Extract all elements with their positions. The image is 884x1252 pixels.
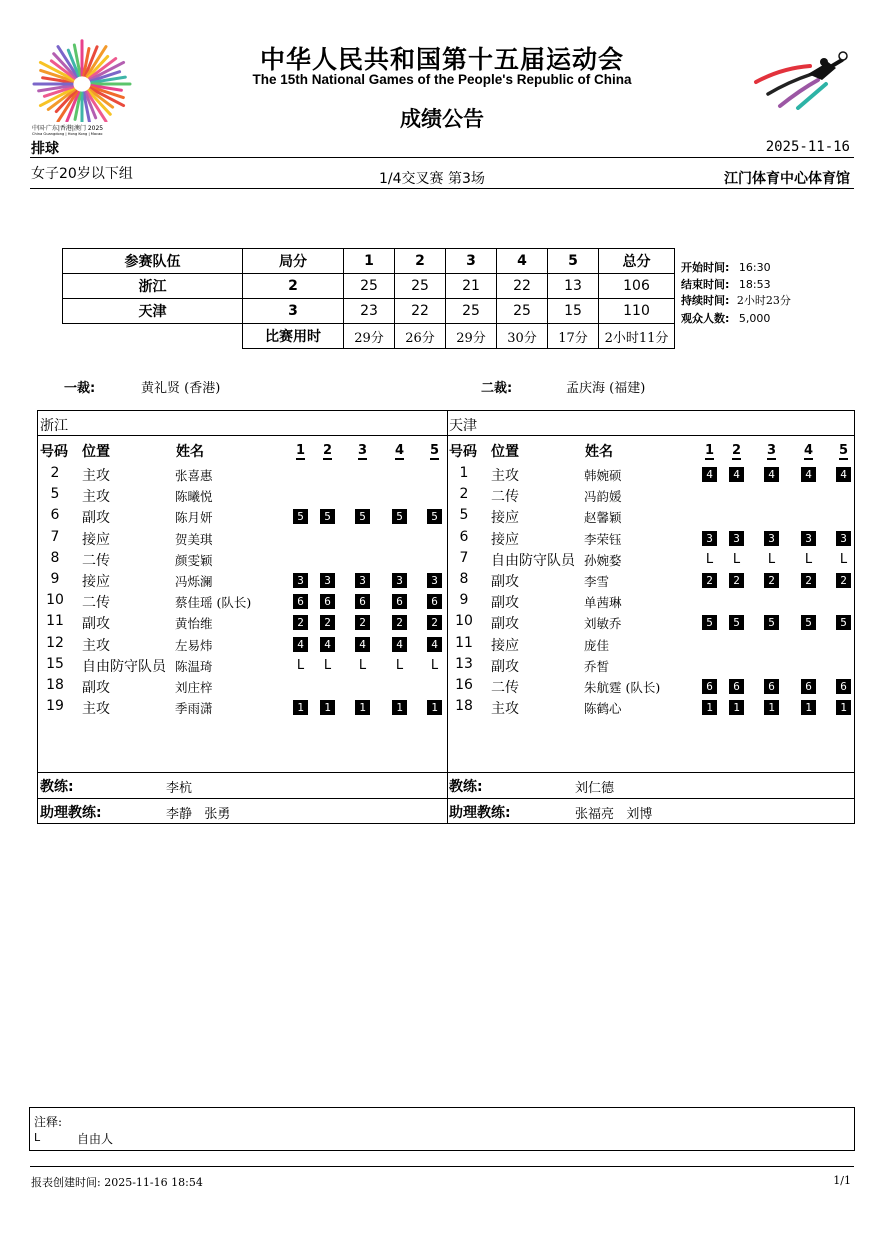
player-name: 张喜惠 (175, 468, 213, 483)
roster-col-set: 3 (767, 443, 777, 458)
set-duration: 29分 (344, 324, 395, 349)
assistant-coach-label: 助理教练: (449, 805, 511, 821)
rotation-position: 2 (729, 573, 744, 588)
rotation-position: 5 (836, 615, 851, 630)
player-position: 主攻 (82, 489, 110, 506)
rotation-position: 6 (801, 679, 816, 694)
roster-col-set: 4 (804, 443, 814, 458)
rotation-position: 5 (729, 615, 744, 630)
notes-box (29, 1107, 855, 1151)
rotation-position: 4 (836, 467, 851, 482)
start-time-value: 16:30 (738, 261, 771, 274)
rotation-position: 3 (836, 531, 851, 546)
player-position: 二传 (491, 680, 519, 696)
player-number: 1 (459, 465, 469, 481)
player-number: 12 (46, 634, 64, 651)
second-referee-label: 二裁: (481, 381, 513, 396)
libero-mark: L (705, 551, 714, 567)
rotation-position: 2 (801, 573, 816, 588)
col-set1: 1 (344, 249, 395, 274)
libero-mark: L (430, 657, 439, 673)
col-team: 参赛队伍 (63, 249, 243, 274)
rotation-position: 2 (293, 615, 308, 630)
audience-value: 5,000 (738, 312, 771, 325)
player-number: 16 (455, 677, 473, 693)
coach-name: 李杭 (166, 781, 193, 796)
player-position: 接应 (82, 574, 110, 590)
rotation-position: 4 (293, 637, 308, 652)
total-score: 106 (599, 274, 675, 299)
player-name: 冯烁澜 (175, 574, 213, 589)
set-duration: 29分 (446, 324, 497, 349)
col-set4: 4 (497, 249, 548, 274)
player-position: 副攻 (491, 595, 519, 612)
rotation-position: 6 (836, 679, 851, 694)
roster-col-set: 3 (358, 443, 368, 458)
set-score: 23 (344, 299, 395, 324)
total-score: 110 (599, 299, 675, 324)
player-name: 单茜琳 (584, 595, 622, 611)
roster-col-name: 姓名 (585, 444, 613, 460)
rotation-position: 3 (427, 573, 442, 588)
rotation-position: 1 (836, 700, 851, 715)
player-position: 副攻 (82, 680, 110, 696)
rotation-position: 4 (392, 637, 407, 652)
player-position: 自由防守队员 (82, 658, 166, 675)
libero-mark: L (323, 657, 332, 673)
player-number: 2 (50, 465, 60, 481)
player-number: 10 (46, 592, 64, 609)
rotation-position: 5 (702, 615, 717, 630)
libero-mark: L (296, 657, 305, 673)
rotation-position: 2 (427, 615, 442, 630)
set-score: 25 (344, 274, 395, 299)
end-time (681, 276, 771, 292)
player-position: 二传 (82, 595, 110, 612)
rotation-position: 6 (293, 594, 308, 609)
page-number: 1/1 (833, 1174, 851, 1187)
player-number: 18 (455, 698, 473, 715)
roster-col-set: 5 (430, 443, 440, 458)
rotation-position: 1 (293, 700, 308, 715)
player-position: 自由防守队员 (491, 552, 575, 569)
games-title-cn: 中华人民共和国第十五届运动会 (259, 45, 624, 74)
libero-mark: L (839, 551, 848, 567)
notes-value: 自由人 (77, 1132, 114, 1146)
libero-mark: L (767, 551, 776, 567)
roster-col-set: 1 (705, 443, 715, 458)
end-time-label: 结束时间: (681, 278, 730, 291)
roster-col-num: 号码 (449, 444, 477, 460)
roster-col-set: 2 (732, 443, 742, 458)
player-name: 李荣钰 (584, 531, 622, 547)
player-number: 6 (459, 528, 469, 545)
empty-cell (63, 324, 243, 349)
rotation-position: 3 (801, 531, 816, 546)
assistant-coach-name: 李静 张勇 (166, 807, 231, 822)
roster-col-pos: 位置 (82, 444, 110, 460)
first-referee: 黄礼贤 (香港) (141, 381, 221, 396)
player-number: 6 (50, 507, 60, 524)
player-name: 季雨潇 (175, 701, 213, 717)
start-time (681, 259, 771, 275)
rotation-position: 3 (764, 531, 779, 546)
player-number: 2 (459, 486, 469, 503)
player-position: 接应 (491, 510, 519, 527)
rotation-position: 1 (702, 700, 717, 715)
player-number: 8 (50, 549, 60, 566)
logo-caption-en: China Guangdong | Hong Kong | Macao (32, 132, 103, 136)
set-duration: 26分 (395, 324, 446, 349)
coach-label: 教练: (449, 779, 483, 795)
rotation-position: 1 (427, 700, 442, 715)
score-row (63, 299, 675, 324)
team-name: 浙江 (63, 274, 243, 299)
player-number: 5 (459, 507, 469, 524)
round-label: 1/4交叉赛 第3场 (379, 171, 485, 187)
rotation-position: 6 (320, 594, 335, 609)
rotation-position: 4 (355, 637, 370, 652)
player-name: 庞佳 (584, 637, 610, 653)
col-set5: 5 (548, 249, 599, 274)
rotation-position: 2 (702, 573, 717, 588)
set-score: 25 (395, 274, 446, 299)
first-referee-label: 一裁: (64, 381, 96, 396)
rotation-position: 6 (764, 679, 779, 694)
player-name: 刘庄梓 (175, 680, 213, 695)
player-position: 二传 (491, 489, 519, 506)
col-sets: 局分 (243, 249, 344, 274)
player-name: 韩婉硕 (584, 468, 622, 483)
rotation-position: 1 (801, 700, 816, 715)
player-position: 接应 (82, 531, 110, 548)
player-number: 18 (46, 677, 64, 693)
player-name: 蔡佳瑶 (队长) (175, 595, 252, 611)
rotation-position: 4 (427, 637, 442, 652)
roster-col-name: 姓名 (176, 444, 204, 460)
rotation-position: 5 (355, 509, 370, 524)
player-position: 主攻 (82, 468, 110, 484)
player-name: 赵馨颖 (584, 510, 622, 526)
duration-label: 比赛用时 (243, 324, 344, 349)
player-position: 主攻 (82, 637, 110, 654)
player-position: 主攻 (491, 468, 519, 484)
player-name: 左易炜 (175, 637, 213, 653)
coach-label: 教练: (40, 779, 74, 795)
roster-line (38, 798, 854, 799)
rotation-position: 3 (392, 573, 407, 588)
rotation-position: 4 (320, 637, 335, 652)
rotation-position: 3 (702, 531, 717, 546)
team-name: 天津 (63, 299, 243, 324)
report-created: 报表创建时间: 2025-11-16 18:54 (31, 1176, 203, 1189)
duration-row (63, 324, 675, 349)
rotation-position: 4 (801, 467, 816, 482)
rotation-position: 5 (427, 509, 442, 524)
duration (681, 292, 791, 308)
rotation-position: 2 (392, 615, 407, 630)
libero-mark: L (804, 551, 813, 567)
rotation-position: 3 (355, 573, 370, 588)
libero-mark: L (732, 551, 741, 567)
player-number: 9 (50, 571, 60, 587)
player-name: 乔皙 (584, 658, 610, 674)
score-row (63, 274, 675, 299)
audience (681, 310, 770, 326)
roster-line (38, 772, 854, 773)
roster-team-name: 天津 (449, 418, 477, 434)
player-name: 黄怡维 (175, 616, 213, 632)
start-time-label: 开始时间: (681, 261, 730, 274)
roster-table (37, 410, 855, 824)
rotation-position: 6 (427, 594, 442, 609)
player-name: 贺美琪 (175, 531, 213, 547)
rotation-position: 3 (293, 573, 308, 588)
col-set2: 2 (395, 249, 446, 274)
rotation-position: 2 (764, 573, 779, 588)
player-name: 陈温琦 (175, 658, 213, 674)
player-name: 冯韵媛 (584, 489, 622, 505)
player-number: 11 (46, 613, 64, 630)
set-score: 25 (497, 299, 548, 324)
set-score: 22 (395, 299, 446, 324)
player-position: 副攻 (82, 616, 110, 633)
roster-col-pos: 位置 (491, 444, 519, 460)
rotation-position: 2 (355, 615, 370, 630)
rotation-position: 5 (392, 509, 407, 524)
games-title-en: The 15th National Games of the People's Republic of China (252, 72, 632, 87)
second-referee: 孟庆海 (福建) (566, 381, 646, 396)
roster-col-set: 5 (839, 443, 849, 458)
player-name: 颜雯颖 (175, 552, 213, 568)
roster-team-name: 浙江 (40, 418, 68, 434)
libero-mark: L (395, 657, 404, 673)
player-position: 二传 (82, 552, 110, 569)
notes-label: 注释: (34, 1115, 63, 1129)
rotation-position: 5 (320, 509, 335, 524)
sport-label: 排球 (31, 141, 59, 157)
rotation-position: 1 (355, 700, 370, 715)
header-divider-2 (30, 188, 854, 189)
assistant-coach-name: 张福亮 刘博 (575, 807, 653, 822)
roster-col-num: 号码 (40, 444, 68, 460)
report-date: 2025-11-16 (765, 139, 850, 155)
duration-label: 持续时间: (681, 294, 730, 307)
player-name: 陈鹤心 (584, 701, 622, 717)
player-position: 副攻 (82, 510, 110, 527)
roster-line (38, 435, 854, 436)
rotation-position: 4 (702, 467, 717, 482)
player-position: 接应 (491, 637, 519, 654)
player-number: 8 (459, 571, 469, 587)
rotation-position: 6 (392, 594, 407, 609)
player-name: 李雪 (584, 574, 610, 589)
libero-mark: L (358, 657, 367, 673)
player-position: 副攻 (491, 616, 519, 633)
player-position: 副攻 (491, 574, 519, 590)
set-score: 21 (446, 274, 497, 299)
player-number: 10 (455, 613, 473, 630)
assistant-coach-label: 助理教练: (40, 805, 102, 821)
sets-won: 3 (243, 299, 344, 324)
player-number: 7 (459, 549, 469, 566)
rotation-position: 1 (392, 700, 407, 715)
player-number: 11 (455, 634, 473, 651)
report-title: 成绩公告 (400, 107, 484, 131)
logo-caption: 中国·广东|香港|澳门 2025 (32, 125, 104, 132)
player-number: 7 (50, 528, 60, 545)
rotation-position: 1 (764, 700, 779, 715)
total-duration: 2小时11分 (599, 324, 675, 349)
footer-divider (30, 1166, 854, 1167)
roster-col-set: 2 (323, 443, 333, 458)
set-score: 25 (446, 299, 497, 324)
player-number: 13 (455, 655, 473, 672)
rotation-position: 6 (355, 594, 370, 609)
roster-col-set: 1 (296, 443, 306, 458)
score-table (62, 248, 675, 349)
sets-won: 2 (243, 274, 344, 299)
player-name: 陈曦悦 (175, 489, 213, 505)
rotation-position: 3 (729, 531, 744, 546)
set-duration: 30分 (497, 324, 548, 349)
rotation-position: 4 (729, 467, 744, 482)
player-number: 15 (46, 655, 64, 672)
col-set3: 3 (446, 249, 497, 274)
rotation-position: 6 (702, 679, 717, 694)
player-position: 主攻 (82, 701, 110, 718)
rotation-position: 2 (320, 615, 335, 630)
player-name: 朱航霆 (队长) (584, 680, 661, 695)
rotation-position: 5 (801, 615, 816, 630)
rotation-position: 1 (729, 700, 744, 715)
roster-col-set: 4 (395, 443, 405, 458)
rotation-position: 2 (836, 573, 851, 588)
end-time-value: 18:53 (738, 278, 771, 291)
coach-name: 刘仁德 (575, 781, 615, 796)
player-number: 9 (459, 592, 469, 609)
header-divider (30, 157, 854, 158)
set-duration: 17分 (548, 324, 599, 349)
rotation-position: 4 (764, 467, 779, 482)
player-name: 刘敏乔 (584, 616, 622, 632)
player-name: 孙婉婺 (584, 552, 622, 568)
rotation-position: 6 (729, 679, 744, 694)
audience-label: 观众人数: (681, 312, 730, 325)
category-label: 女子20岁以下组 (31, 166, 133, 182)
player-position: 主攻 (491, 701, 519, 718)
rotation-position: 3 (320, 573, 335, 588)
set-score: 22 (497, 274, 548, 299)
player-position: 副攻 (491, 658, 519, 675)
player-position: 接应 (491, 531, 519, 548)
rotation-position: 5 (293, 509, 308, 524)
col-total: 总分 (599, 249, 675, 274)
player-number: 19 (46, 698, 64, 715)
roster-divider (447, 411, 448, 823)
rotation-position: 1 (320, 700, 335, 715)
notes-key: L (34, 1131, 41, 1144)
set-score: 15 (548, 299, 599, 324)
venue-label: 江门体育中心体育馆 (724, 171, 850, 187)
player-name: 陈月妍 (175, 510, 213, 526)
player-number: 5 (50, 486, 60, 503)
set-score: 13 (548, 274, 599, 299)
score-header-row (63, 249, 675, 274)
duration-value: 2小时23分 (736, 294, 791, 307)
rotation-position: 5 (764, 615, 779, 630)
